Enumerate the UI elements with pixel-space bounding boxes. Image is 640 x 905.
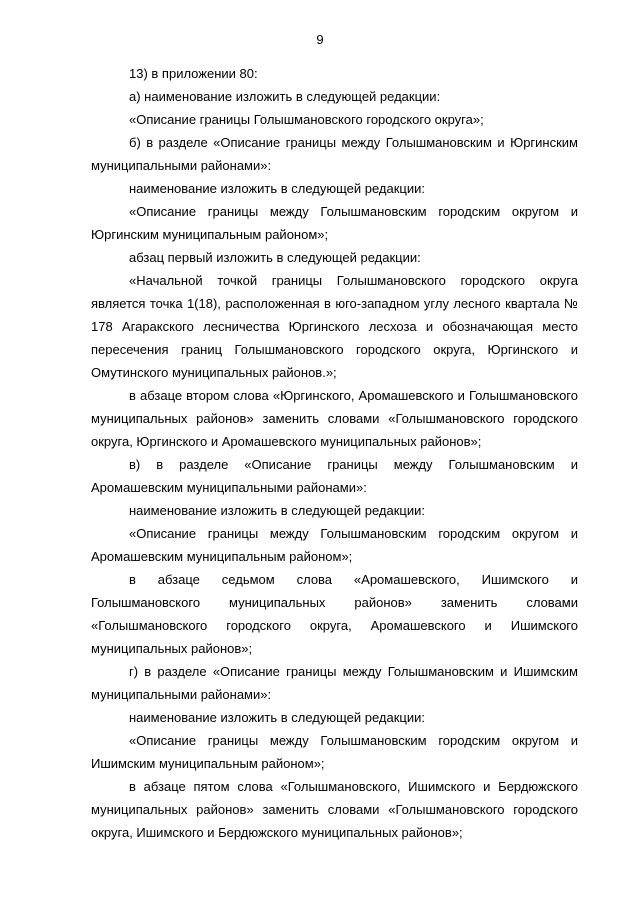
paragraph-amendment: в абзаце седьмом слова «Аромашевского, Ишимского и Голышмановского муниципальных районов» заменить словами «Голышмановского городского округа, Аромашевского и Ишимского муниципальных районов»; [91, 572, 578, 656]
paragraph-subitem-a: а) наименование изложить в следующей редакции: [129, 89, 441, 104]
paragraph-quote: «Описание границы между Голышмановским городским округом и Аромашевским муниципальным районом»; [91, 526, 578, 564]
paragraph-item-13: 13) в приложении 80: [129, 66, 258, 81]
paragraph-instruction: наименование изложить в следующей редакции: [129, 710, 426, 725]
page-number: 9 [316, 32, 324, 47]
paragraph-quote: «Описание границы между Голышмановским городским округом и Ишимским муниципальным районом»; [91, 733, 578, 771]
paragraph-subitem-v: в) в разделе «Описание границы между Голышмановским и Аромашевским муниципальными районами»: [91, 457, 578, 495]
paragraph-instruction: абзац первый изложить в следующей редакции: [129, 250, 421, 265]
paragraph-instruction: наименование изложить в следующей редакции: [129, 503, 426, 518]
paragraph-quote: «Описание границы Голышмановского городского округа»; [129, 112, 484, 127]
paragraph-instruction: наименование изложить в следующей редакции: [129, 181, 426, 196]
paragraph-amendment: в абзаце пятом слова «Голышмановского, Ишимского и Бердюжского муниципальных районов» заменить словами «Голышмановского городского округа, Ишимского и Бердюжского муниципальных районов»; [91, 779, 578, 840]
paragraph-subitem-b: б) в разделе «Описание границы между Голышмановским и Юргинским муниципальными районами»: [91, 135, 578, 173]
paragraph-quote: «Начальной точкой границы Голышмановского городского округа является точка 1(18), расположенная в юго-западном углу лесного квартала № 178 Агаракского лесничества Юргинского лесхоза и обозначающая место пересечения границ Голышмановского городского округа, Юргинского и Омутинского муниципальных районов.»; [91, 273, 578, 380]
paragraph-subitem-g: г) в разделе «Описание границы между Голышмановским и Ишимским муниципальными районами»: [91, 664, 578, 702]
paragraph-amendment: в абзаце втором слова «Юргинского, Аромашевского и Голышмановского муниципальных районов» заменить словами «Голышмановского городского округа, Юргинского и Аромашевского муниципальных районов»; [91, 388, 578, 449]
document-body [91, 62, 578, 844]
paragraph-quote: «Описание границы между Голышмановским городским округом и Юргинским муниципальным районом»; [91, 204, 578, 242]
